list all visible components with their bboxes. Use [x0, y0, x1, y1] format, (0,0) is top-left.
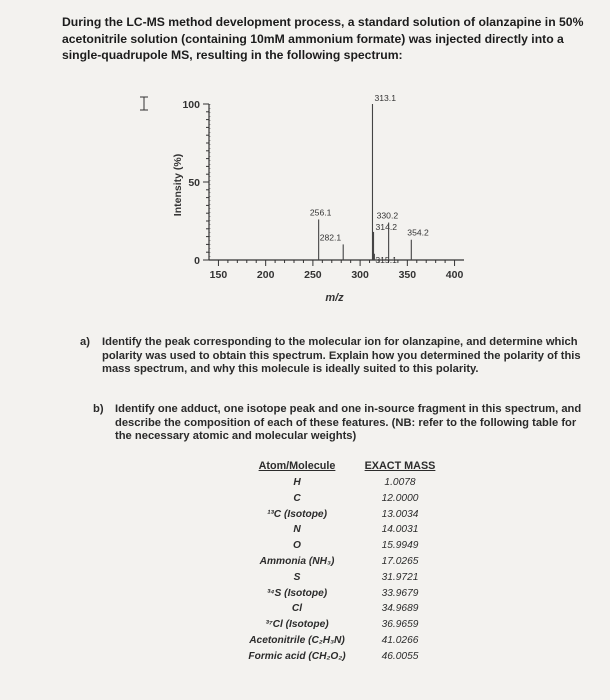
peak-label: 315.1: [375, 254, 397, 265]
table-cell-atom: O: [293, 540, 301, 552]
y-tick-label: 50: [188, 177, 200, 189]
table-cell-mass: 12.0000: [381, 492, 419, 504]
table-cell-mass: 13.0034: [381, 508, 419, 520]
y-tick-label: 100: [182, 99, 200, 111]
question-a: [80, 336, 585, 377]
table-cell-mass: 14.0031: [381, 524, 419, 536]
peak-label: 313.1: [374, 93, 396, 103]
table-cell-mass: 33.9679: [381, 587, 419, 599]
table-cell-atom: Formic acid (CH₂O₂): [248, 650, 346, 662]
table-column-mass: [355, 458, 445, 665]
table-header-mass: EXACT MASS: [364, 460, 436, 472]
table-cell-atom: C: [293, 492, 301, 504]
problem-intro: During the LC-MS method development process, a standard solution of olanzapine in 50% acetonitrile solution (containing 10mM ammonium formate) was injected directly into a single-quadrupole MS, resulting in the following spectrum:: [62, 15, 584, 62]
x-tick-label: 250: [304, 269, 322, 281]
table-cell-mass: 36.9659: [381, 619, 419, 631]
x-tick-label: 150: [209, 269, 228, 281]
table-cell-atom: ³⁴S (Isotope): [266, 587, 328, 599]
table-cell-mass: 46.0055: [381, 650, 419, 662]
question-a-text: Identify the peak corresponding to the molecular ion for olanzapine, and determine which polarity was used to obtain this spectrum. Explain how you determined the polarity of this mass spectrum, and why this molecule is ideally suited to this polarity.: [102, 336, 581, 375]
y-tick-label: 0: [194, 255, 200, 267]
table-cell-atom: Ammonia (NH₃): [259, 555, 335, 567]
table-cell-mass: 1.0078: [384, 477, 416, 488]
table-cell-mass: 15.9949: [381, 540, 419, 552]
x-tick-label: 200: [256, 269, 275, 281]
x-tick-label: 350: [398, 269, 417, 281]
table-cell-mass: 31.9721: [381, 571, 419, 583]
peak-label: 354.2: [407, 227, 429, 238]
peak-label: 330.2: [376, 210, 399, 221]
y-axis-title: Intensity (%): [172, 153, 184, 217]
x-axis-title: m/z: [325, 292, 344, 304]
table-cell-mass: 34.9689: [381, 603, 419, 615]
question-b: [93, 403, 588, 444]
table-cell-mass: 41.0266: [381, 634, 419, 646]
table-cell-mass: 17.0265: [381, 555, 419, 567]
x-tick-label: 300: [351, 269, 369, 281]
question-b-label: b): [93, 403, 104, 415]
table-cell-atom: S: [293, 571, 301, 583]
table-cell-atom: N: [293, 524, 301, 536]
table-cell-atom: ¹³C (Isotope): [267, 508, 327, 520]
table-cell-atom: H: [293, 477, 301, 488]
question-a-label: a): [80, 336, 90, 348]
peak-label: 314.2: [375, 221, 398, 232]
table-header-atom: Atom/Molecule: [258, 460, 336, 472]
table-cell-atom: Acetonitrile (C₂H₃N): [249, 634, 345, 646]
question-b-text: Identify one adduct, one isotope peak and one in-source fragment in this spectrum, and describe the composition of each of these features. (NB: refer to the following table for the necessary atomic and molecular weights): [115, 403, 582, 442]
peak-label: 282.1: [319, 232, 342, 243]
table-cell-atom: Cl: [291, 603, 303, 615]
table-cell-atom: ³⁷Cl (Isotope): [265, 619, 329, 631]
x-tick-label: 400: [445, 269, 464, 281]
peak-label: 256.1: [309, 207, 332, 218]
